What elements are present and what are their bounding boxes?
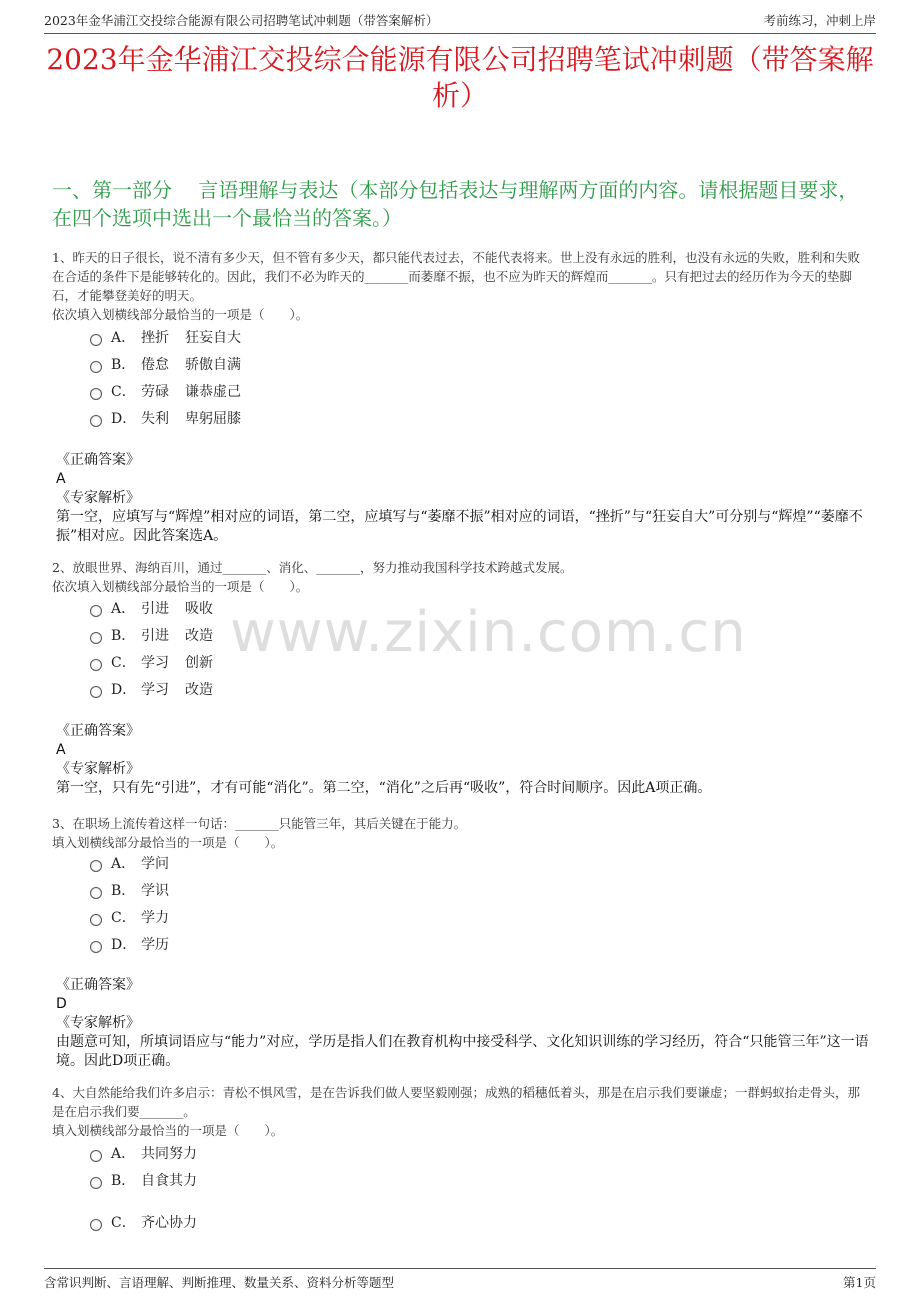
question-prompt: 填入划横线部分最恰当的一项是（ ）。 [52, 1123, 284, 1138]
radio-icon[interactable] [90, 1219, 102, 1231]
radio-icon[interactable] [90, 860, 102, 872]
option-b[interactable]: B． 自食其力 [90, 1170, 197, 1190]
radio-icon[interactable] [90, 1150, 102, 1162]
option-c[interactable]: C． 齐心协力 [90, 1212, 197, 1232]
radio-icon[interactable] [90, 388, 102, 400]
analysis-label: 《专家解析》 [56, 1015, 140, 1031]
radio-icon[interactable] [90, 941, 102, 953]
radio-icon[interactable] [90, 686, 102, 698]
answer-value: A [56, 471, 66, 487]
section-heading: 一、第一部分 言语理解与表达（本部分包括表达与理解两方面的内容。请根据题目要求，在四个选项中选出一个最恰当的答案。） [52, 178, 859, 230]
radio-icon[interactable] [90, 361, 102, 373]
radio-icon[interactable] [90, 415, 102, 427]
page-header [44, 8, 876, 34]
option-d[interactable]: D． 学习 改造 [90, 679, 213, 699]
option-b[interactable]: B． 倦怠 骄傲自满 [90, 354, 241, 374]
answer-label: 《正确答案》 [56, 452, 140, 468]
option-d[interactable]: D． 学历 [90, 934, 169, 954]
question-3 [52, 814, 870, 852]
question-1-answer [56, 451, 870, 546]
radio-icon[interactable] [90, 1177, 102, 1189]
radio-icon[interactable] [90, 632, 102, 644]
document-title: 2023年金华浦江交投综合能源有限公司招聘笔试冲刺题（带答案解析） [46, 43, 874, 112]
question-stem: 3、在职场上流传着这样一句话：_______只能管三年，其后关键在于能力。 [52, 816, 467, 831]
question-2 [52, 558, 870, 596]
question-1 [52, 248, 870, 324]
question-stem: 4、大自然能给我们许多启示：青松不惧风雪，是在告诉我们做人要坚毅刚强；成熟的稻穗低着头，那是在启示我们要谦虚；一群蚂蚁抬走骨头，那是在启示我们要_______。 [52, 1085, 860, 1119]
option-c[interactable]: C． 学习 创新 [90, 652, 213, 672]
header-title: 2023年金华浦江交投综合能源有限公司招聘笔试冲刺题（带答案解析） [44, 13, 439, 28]
page-footer [44, 1268, 876, 1291]
option-d[interactable]: D． 失利 卑躬屈膝 [90, 408, 241, 428]
option-a[interactable]: A． 共同努力 [90, 1143, 197, 1163]
footer-description: 含常识判断、言语理解、判断推理、数量关系、资料分析等题型 [44, 1275, 395, 1290]
option-c[interactable]: C． 学力 [90, 907, 169, 927]
question-2-answer [56, 722, 870, 798]
question-4 [52, 1083, 870, 1140]
analysis-text: 由题意可知，所填词语应与“能力”对应，学历是指人们在教育机构中接受科学、文化知识训练的学习经历，符合“只能管三年”这一语境。因此D项正确。 [56, 1034, 869, 1069]
radio-icon[interactable] [90, 605, 102, 617]
radio-icon[interactable] [90, 659, 102, 671]
question-prompt: 填入划横线部分最恰当的一项是（ ）。 [52, 835, 284, 850]
question-stem: 2、放眼世界、海纳百川，通过_______、消化、_______，努力推动我国科学技术跨越式发展。 [52, 560, 573, 575]
answer-value: D [56, 996, 67, 1012]
analysis-text: 第一空，应填写与“辉煌”相对应的词语，第二空，应填写与“萎靡不振”相对应的词语，“挫折”与“狂妄自大”可分别与“辉煌”“萎靡不振”相对应。因此答案选A。 [56, 509, 863, 544]
answer-label: 《正确答案》 [56, 723, 140, 739]
answer-label: 《正确答案》 [56, 977, 140, 993]
option-a[interactable]: A． 挫折 狂妄自大 [90, 327, 241, 347]
radio-icon[interactable] [90, 887, 102, 899]
option-a[interactable]: A． 学问 [90, 853, 169, 873]
option-a[interactable]: A． 引进 吸收 [90, 598, 213, 618]
option-b[interactable]: B． 学识 [90, 880, 169, 900]
option-c[interactable]: C． 劳碌 谦恭虚己 [90, 381, 241, 401]
radio-icon[interactable] [90, 914, 102, 926]
analysis-text: 第一空，只有先“引进”，才有可能“消化”。第二空，“消化”之后再“吸收”，符合时间顺序。因此A项正确。 [56, 780, 712, 796]
question-prompt: 依次填入划横线部分最恰当的一项是（ ）。 [52, 579, 309, 594]
analysis-label: 《专家解析》 [56, 490, 140, 506]
question-stem: 1、昨天的日子很长，说不清有多少天，但不管有多少天，都只能代表过去，不能代表将来。世上没有永远的胜利，也没有永远的失败，胜利和失败在合适的条件下是能够转化的。因此，我们不必为昨天的_______而萎靡不振，也不应为昨天的辉煌而_______。只有把过去的经历作为今天的垫脚石，才能攀登美好的明天。 [52, 250, 860, 303]
question-3-answer [56, 976, 870, 1071]
page-number: 第1页 [843, 1275, 876, 1290]
answer-value: A [56, 742, 66, 758]
header-slogan: 考前练习，冲刺上岸 [763, 13, 876, 28]
option-b[interactable]: B． 引进 改造 [90, 625, 213, 645]
radio-icon[interactable] [90, 334, 102, 346]
question-prompt: 依次填入划横线部分最恰当的一项是（ ）。 [52, 307, 309, 322]
analysis-label: 《专家解析》 [56, 761, 140, 777]
watermark: www.zixin.com.cn [230, 600, 747, 665]
